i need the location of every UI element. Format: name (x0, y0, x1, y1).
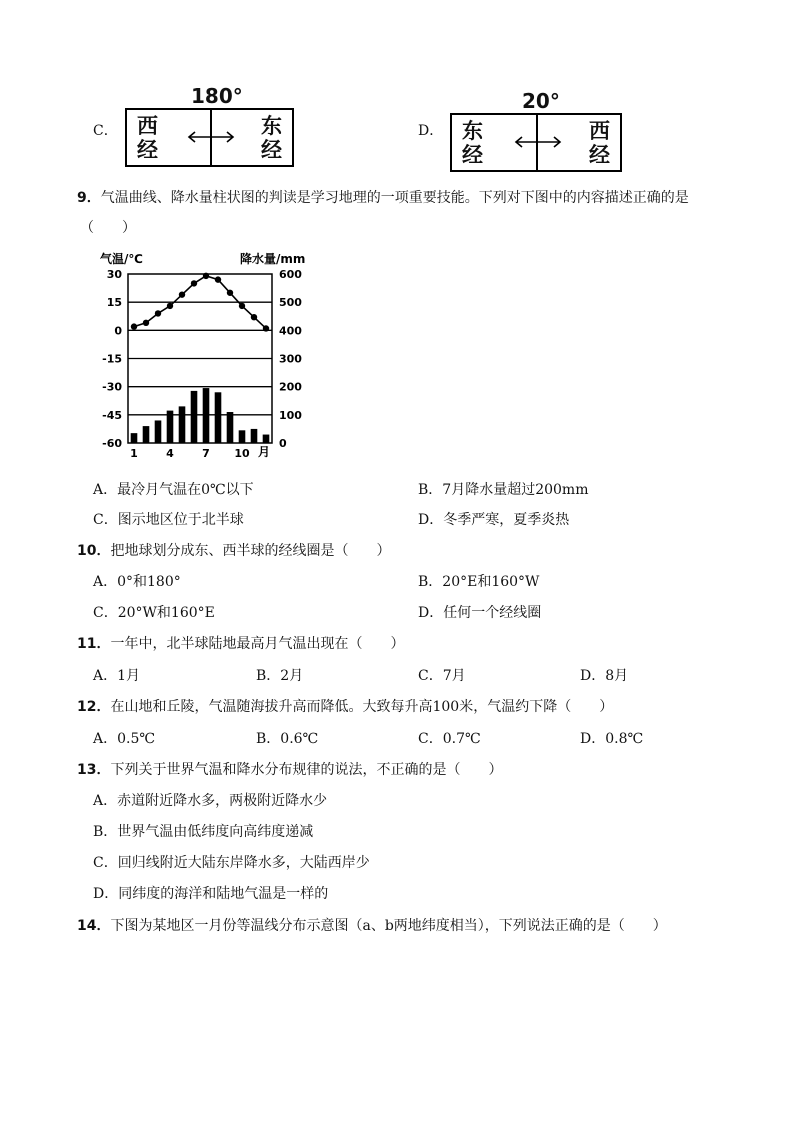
question-11 (77, 633, 404, 653)
question-13 (77, 759, 502, 779)
precipitation-tick-label: 300 (279, 352, 302, 366)
temperature-point (203, 273, 209, 279)
question-number: 11． (77, 636, 111, 652)
q9-option-d: D．冬季严寒，夏季炎热 (418, 512, 570, 528)
temperature-point (167, 303, 173, 309)
temperature-point (131, 323, 137, 329)
question-12 (77, 696, 613, 716)
question-number: 14． (77, 918, 111, 934)
temperature-point (155, 310, 161, 316)
precipitation-bar (251, 429, 258, 443)
precipitation-tick-label: 100 (279, 408, 302, 422)
q10-option-a: A．0°和180° (93, 574, 181, 590)
double-arrow-icon (186, 130, 236, 144)
double-arrow-icon (513, 135, 563, 149)
question-text: 把地球划分成东、西半球的经线圈是（ ） (110, 543, 391, 559)
question-text: 一年中，北半球陆地最高月气温出现在（ ） (110, 636, 405, 652)
temperature-tick-label: -60 (102, 437, 122, 450)
month-tick-label: 7 (202, 447, 210, 460)
temperature-point (251, 314, 257, 320)
month-axis-unit: 月 (257, 445, 271, 459)
precipitation-axis-title: 降水量/mm (240, 252, 306, 266)
q13-option-d: D．同纬度的海洋和陆地气温是一样的 (93, 886, 329, 902)
q8-option-c-label: C． (93, 123, 118, 139)
question-number: 9． (77, 190, 101, 206)
q8-option-d-diagram (450, 113, 622, 172)
q8-option-c-diagram (125, 108, 294, 167)
question-number: 12． (77, 699, 111, 715)
q12-option-a: A．0.5℃ (93, 731, 156, 747)
question-number: 10． (77, 543, 111, 559)
month-tick-label: 10 (234, 447, 250, 460)
label-west: 西 (589, 119, 610, 143)
precipitation-bar (215, 392, 222, 443)
q13-option-b: B．世界气温由低纬度向高纬度递减 (93, 824, 314, 840)
precipitation-tick-label: 500 (279, 296, 302, 310)
q13-option-c: C．回归线附近大陆东岸降水多，大陆西岸少 (93, 855, 370, 871)
question-text: 下列关于世界气温和降水分布规律的说法，不正确的是（ ） (110, 762, 503, 778)
temperature-point (143, 320, 149, 326)
precipitation-bar (263, 435, 270, 443)
precipitation-bar (131, 433, 138, 443)
month-tick-label: 4 (166, 447, 174, 460)
q11-option-b: B．2月 (256, 668, 304, 684)
q11-option-c: C．7月 (418, 668, 466, 684)
question-text: 下图为某地区一月份等温线分布示意图（a、b两地纬度相当），下列说法正确的是（ ） (110, 918, 667, 934)
q12-option-b: B．0.6℃ (256, 731, 319, 747)
precipitation-bar (203, 388, 210, 443)
precipitation-tick-label: 200 (279, 380, 302, 394)
q11-option-a: A．1月 (93, 668, 141, 684)
label-longitude: 经 (261, 138, 282, 162)
label-east: 东 (261, 114, 282, 138)
question-text: 气温曲线、降水量柱状图的判读是学习地理的一项重要技能。下列对下图中的内容描述正确的是 (100, 190, 689, 206)
question-text: 在山地和丘陵，气温随海拔升高而降低。大致每升高100米，气温约下降（ ） (110, 699, 614, 715)
temperature-point (179, 291, 185, 297)
q9-option-c: C．图示地区位于北半球 (93, 512, 244, 528)
month-tick-label: 1 (130, 447, 138, 460)
precipitation-tick-label: 0 (279, 437, 287, 450)
q8-option-d-degree: 20° (522, 89, 560, 113)
precipitation-bar (239, 430, 246, 443)
precipitation-bar (191, 391, 198, 443)
temperature-tick-label: 15 (106, 296, 122, 310)
temperature-tick-label: 30 (106, 268, 122, 281)
precipitation-bar (179, 406, 186, 443)
q12-option-c: C．0.7℃ (418, 731, 481, 747)
precipitation-tick-label: 600 (279, 268, 302, 281)
q12-option-d: D．0.8℃ (580, 731, 644, 747)
label-west: 西 (137, 114, 158, 138)
temperature-point (191, 280, 197, 286)
label-east: 东 (462, 119, 483, 143)
q10-option-b: B．20°E和160°W (418, 574, 540, 590)
temperature-point (263, 325, 269, 331)
q10-option-d: D．任何一个经线圈 (418, 605, 542, 621)
temperature-axis-title: 气温/℃ (100, 252, 143, 266)
q11-option-d: D．8月 (580, 668, 629, 684)
question-10 (77, 540, 390, 560)
precipitation-bar (167, 411, 174, 443)
climate-chart (92, 248, 352, 463)
temperature-point (227, 290, 233, 296)
q13-option-a: A．赤道附近降水多，两极附近降水少 (93, 793, 328, 809)
question-9 (77, 187, 689, 207)
question-14 (77, 915, 667, 935)
temperature-tick-label: 0 (114, 324, 122, 338)
q9-option-a: A．最冷月气温在0℃以下 (93, 482, 254, 498)
q8-option-c-degree: 180° (191, 84, 243, 108)
temperature-point (215, 276, 221, 282)
precipitation-tick-label: 400 (279, 324, 302, 338)
label-longitude: 经 (137, 138, 158, 162)
answer-paren: （ ） (80, 220, 136, 236)
temperature-tick-label: -15 (102, 352, 122, 366)
q9-option-b: B．7月降水量超过200mm (418, 482, 589, 498)
precipitation-bar (227, 412, 234, 443)
precipitation-bar (143, 426, 150, 443)
precipitation-bar (155, 420, 162, 443)
temperature-point (239, 303, 245, 309)
question-number: 13． (77, 762, 111, 778)
temperature-tick-label: -30 (102, 380, 122, 394)
temperature-tick-label: -45 (102, 408, 122, 422)
label-longitude: 经 (589, 143, 610, 167)
q10-option-c: C．20°W和160°E (93, 605, 215, 621)
q8-option-d-label: D． (418, 123, 444, 139)
label-longitude: 经 (462, 143, 483, 167)
